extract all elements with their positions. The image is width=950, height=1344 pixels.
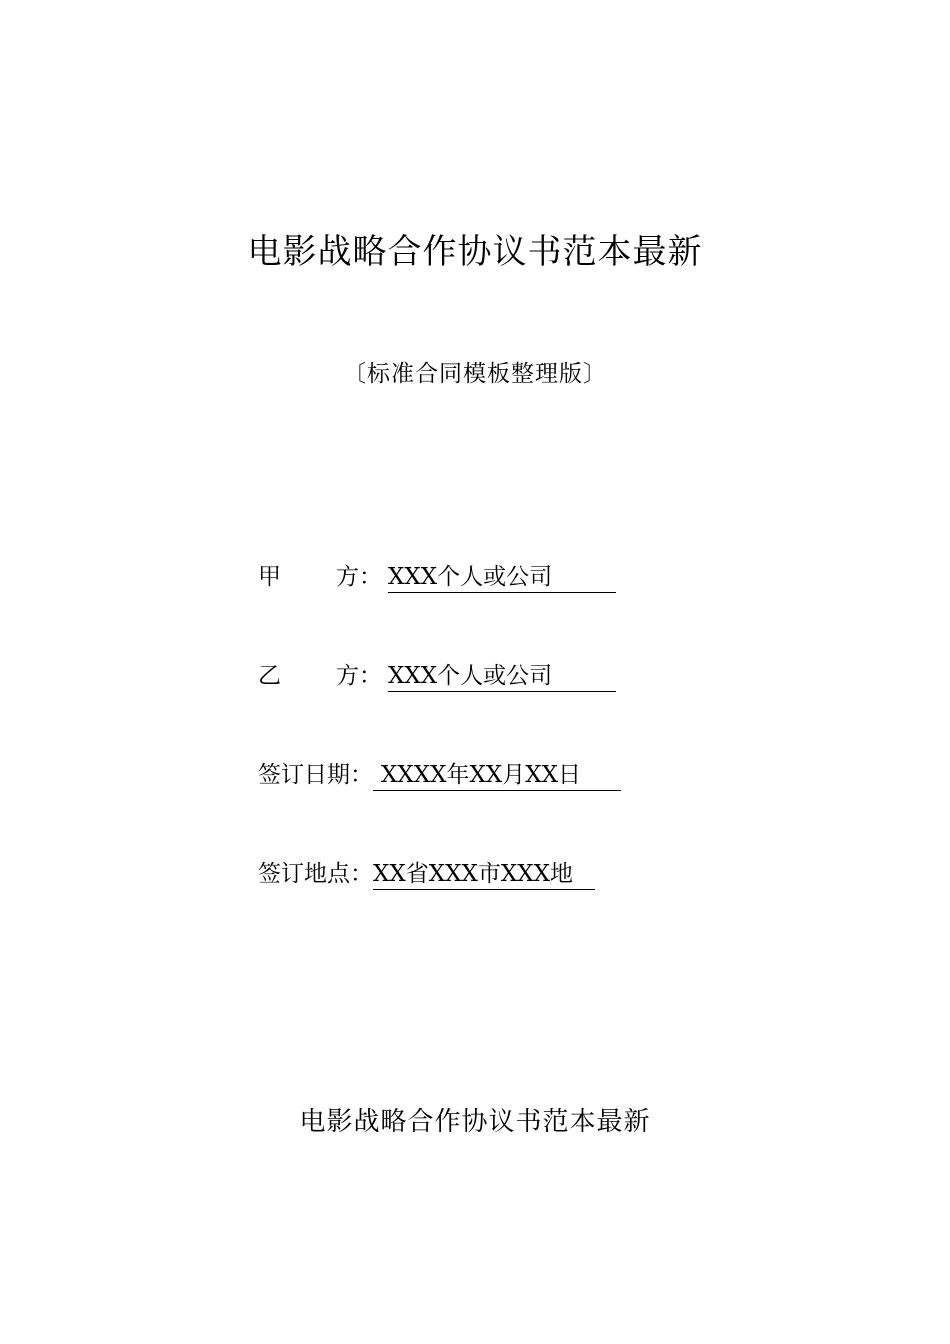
signing-place-label: 签订地点： (258, 861, 373, 887)
signing-place-field (258, 857, 595, 891)
signing-place-value: XX省XXX市XXX地 (373, 859, 595, 890)
party-b-value: XXX个人或公司 (388, 661, 616, 692)
signing-date-value: XXXX年XX月XX日 (373, 760, 621, 791)
document-subtitle: 〔标准合同模板整理版〕 (343, 361, 607, 387)
party-a-field (258, 560, 616, 594)
party-a-value: XXX个人或公司 (388, 562, 616, 593)
signing-date-field (258, 758, 621, 792)
party-b-label: 乙 方： (258, 663, 382, 689)
signing-date-label: 签订日期： (258, 762, 373, 788)
party-b-field (258, 659, 616, 693)
document-title: 电影战略合作协议书范本最新 (247, 232, 703, 272)
footer-title: 电影战略合作协议书范本最新 (299, 1107, 651, 1137)
party-a-label: 甲 方： (258, 564, 382, 590)
